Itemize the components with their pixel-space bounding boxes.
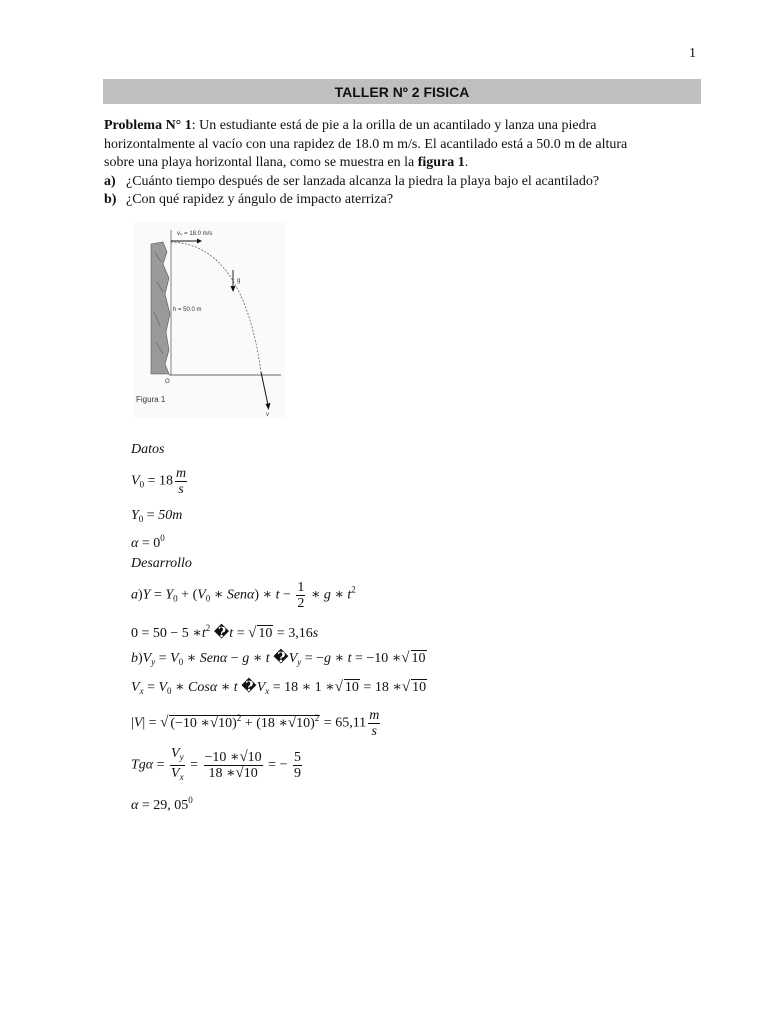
problem-text-1: : Un estudiante está de pie a la orilla de un acantilado y lanza una piedra xyxy=(191,118,597,133)
sqrt-10-d: 10 xyxy=(412,680,427,695)
vx-rhs2: = 18 ∗ xyxy=(363,680,402,695)
alpha-result-value: 29, 05 xyxy=(153,798,189,813)
unknown-glyph-b: � xyxy=(273,651,289,666)
problem-line-3 xyxy=(104,154,704,173)
tangent-fraction: $\frac{-10 ∗√10}{18 ∗√10}$ xyxy=(204,749,262,781)
g-label: g xyxy=(237,278,241,284)
speed-result: = 65,11 xyxy=(323,715,367,731)
problem-statement xyxy=(104,117,704,210)
problem-text-3: sobre una playa horizontal llana, como se muestra en la xyxy=(104,155,418,170)
v0-unit-num: m xyxy=(175,466,187,481)
eq-tangent: Tgα = $\frac{V_y}{V_x}$ = $\frac{-10 ∗√10}{18 ∗√10}$ = − $\frac{5}{9}$ xyxy=(131,746,304,785)
unknown-glyph-c: � xyxy=(241,680,257,695)
question-a-label: a) xyxy=(104,173,116,189)
sqrt-10-b: 10 xyxy=(411,651,426,666)
eq-alpha-result: α = 29, $05^0$ xyxy=(131,795,193,813)
eq-vx: $V_x = V_0$ ∗ Cosα ∗ t $�V_x = 18$ ∗ 1 ∗√ 10 = 18 ∗√ 10 xyxy=(131,679,427,696)
eq-a-time: 0 = 50 − 5 $∗t^2$ �t = √ 10 = 3,16s xyxy=(131,623,319,641)
eq-speed: |V| = √ (−10 ∗√10)$^2$ + (18 ∗√10)$^2$ = 65,11 $\frac{m}{s}$ xyxy=(131,708,380,739)
half-fraction: $\frac{1}{2}$ xyxy=(297,580,305,611)
eq-a-position: $a)Y = Y_0 + (V_0$ ∗ Senα) ∗ t − $\frac{1}{2}$ ∗ g ∗ $t^2$ xyxy=(131,580,356,611)
speed-radical: (−10 ∗√10)$^2$ + (18 ∗√10)$^2$ xyxy=(170,712,320,731)
problem-line-1 xyxy=(104,117,704,136)
vy-coef: −10 ∗ xyxy=(366,651,402,666)
question-b xyxy=(104,191,704,210)
eq-y0: $Y_0 = 50m$ xyxy=(131,508,183,524)
datos-heading: Datos xyxy=(131,442,165,457)
figure-caption: Figura 1 xyxy=(136,395,166,404)
desarrollo-heading: Desarrollo xyxy=(131,556,192,571)
origin-label: O xyxy=(165,379,170,385)
question-a xyxy=(104,173,704,192)
vx-rhs: = 18 ∗ 1 ∗ xyxy=(272,680,335,695)
speed-unit-fraction: $\frac{m}{s}$ xyxy=(369,708,380,739)
question-b-text: ¿Con qué rapidez y ángulo de impacto aterriza? xyxy=(126,192,394,207)
page-number: 1 xyxy=(689,46,696,61)
sqrt-10: 10 xyxy=(258,626,273,641)
cliff-figure xyxy=(133,222,285,418)
problem-text-end: . xyxy=(464,155,469,170)
v0-value: 18 xyxy=(158,473,173,489)
v0-unit-fraction xyxy=(175,466,187,497)
vy-over-vx: $\frac{V_y}{V_x}$ xyxy=(171,746,184,782)
time-result: = 3,16 xyxy=(276,626,313,641)
five-ninths: $\frac{5}{9}$ xyxy=(293,750,301,781)
y0-value: 50m xyxy=(158,508,183,523)
v-label: v xyxy=(266,412,269,418)
eq-alpha: $\alpha = 0^0$ xyxy=(131,533,165,551)
sqrt-10-c: 10 xyxy=(344,680,359,695)
problem-label: Problema N° 1 xyxy=(104,118,192,133)
eq-v0: $V_0 = 18$ $\frac{m}{s}$ xyxy=(131,466,187,497)
v0-label: v₀ = 18.0 m/s xyxy=(177,231,213,237)
unknown-glyph: � xyxy=(213,626,230,641)
eq-b-vy: $b)V_y = V_0$ ∗ Senα − g ∗ t $�V_y = -g$ ∗ t = −10 ∗√ 10 xyxy=(131,650,426,667)
alpha-exponent: 0 xyxy=(160,533,165,543)
problem-line-2: horizontalmente al vacío con una rapidez de 18.0 m m/s. El acantilado está a 50.0 m de altura xyxy=(104,136,628,152)
eq-a-time-lhs: 0 = 50 − 5 ∗ xyxy=(131,626,202,641)
alpha-value: 0 xyxy=(153,536,161,551)
page-title xyxy=(103,79,701,104)
question-a-text: ¿Cuánto tiempo después de ser lanzada alcanza la piedra la playa bajo el acantilado? xyxy=(126,173,600,189)
figure-reference: figura 1 xyxy=(417,155,465,170)
height-label: h = 50.0 m xyxy=(173,307,202,313)
title-text: TALLER Nº 2 FISICA xyxy=(334,83,470,100)
question-b-label: b) xyxy=(104,192,117,207)
v0-unit-den: s xyxy=(178,482,184,497)
